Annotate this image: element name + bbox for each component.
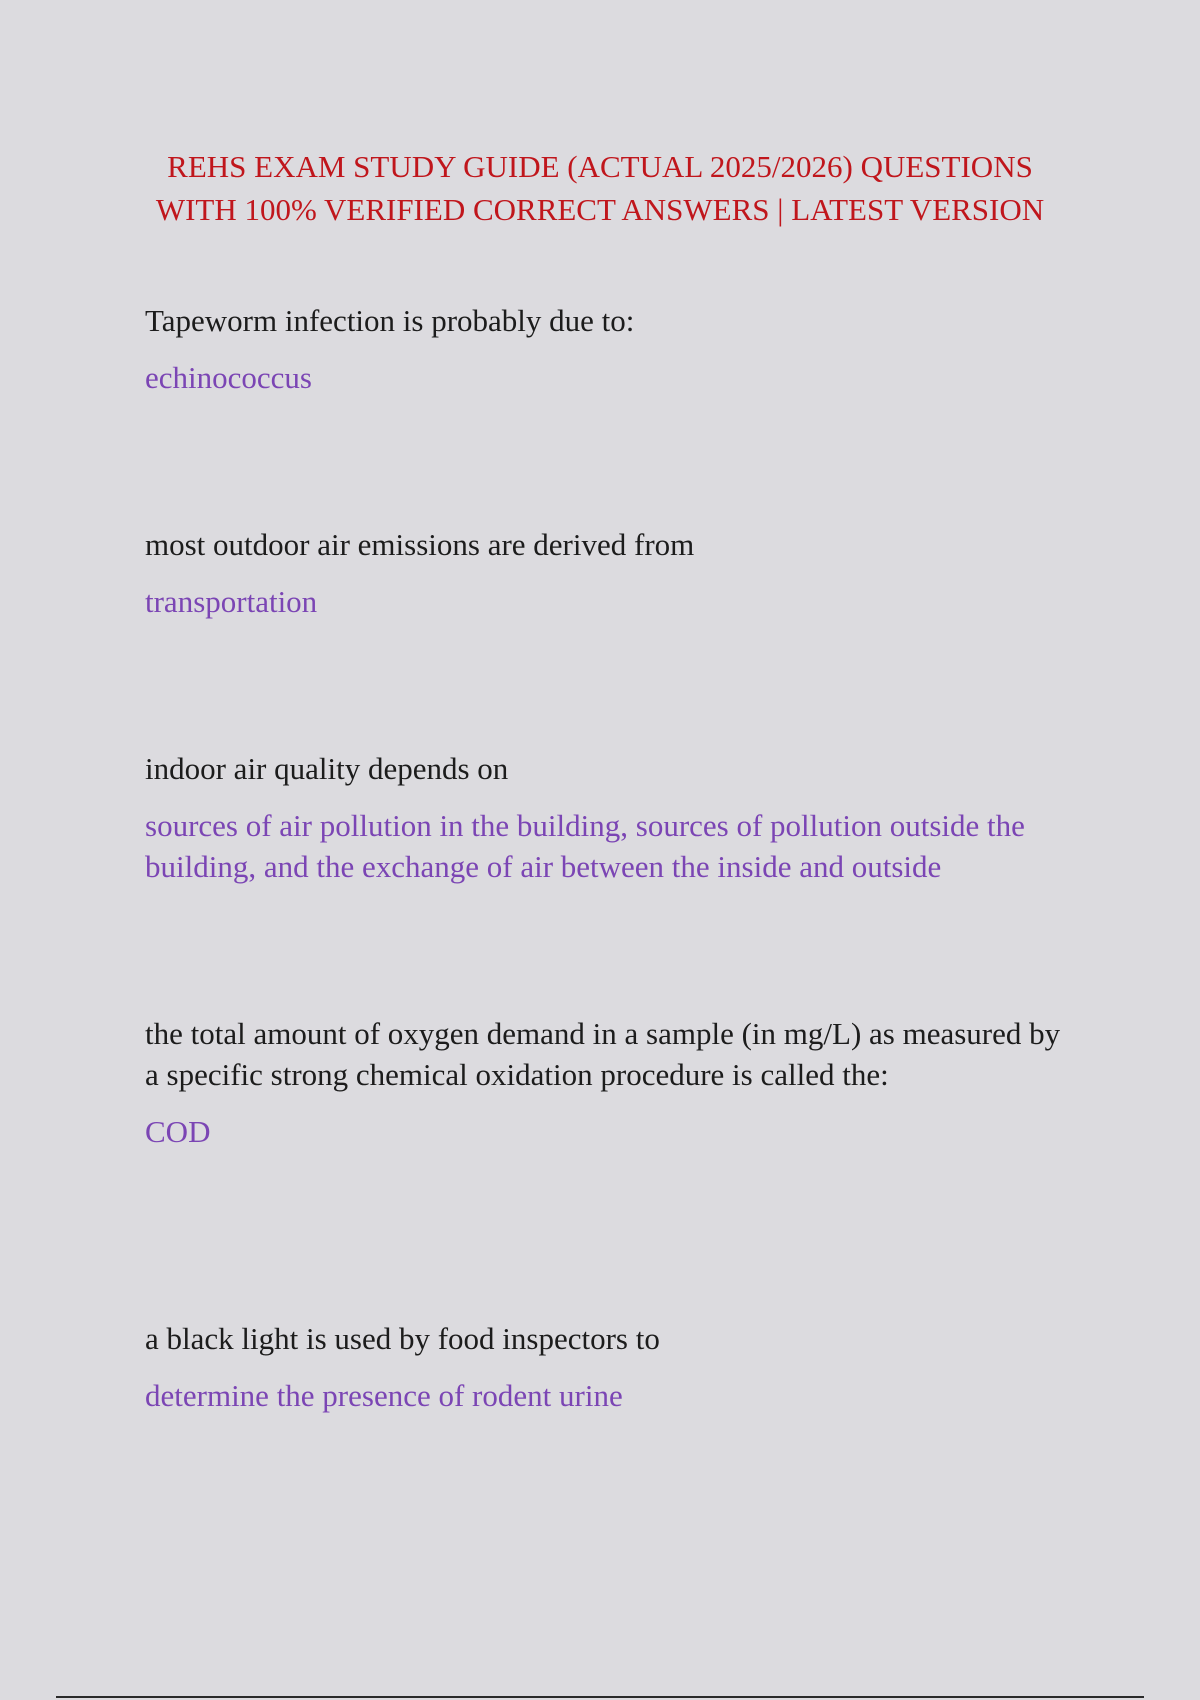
qa-item-2 xyxy=(145,524,1065,622)
answer-text: transportation xyxy=(145,584,318,619)
answer-text: COD xyxy=(145,1114,211,1149)
footer-divider xyxy=(56,1696,1144,1698)
document-title-line-1: REHS EXAM STUDY GUIDE (ACTUAL 2025/2026) QUESTIONS xyxy=(167,149,1033,184)
answer-text: determine the presence of rodent urine xyxy=(145,1378,623,1413)
question-text: Tapeworm infection is probably due to: xyxy=(145,303,635,338)
qa-item-3 xyxy=(145,748,1065,887)
qa-item-5 xyxy=(145,1318,1065,1416)
answer-text: echinococcus xyxy=(145,360,312,395)
document-title xyxy=(100,145,1100,231)
question-text: indoor air quality depends on xyxy=(145,751,509,786)
document-title-line-2: WITH 100% VERIFIED CORRECT ANSWERS | LATEST VERSION xyxy=(155,192,1045,227)
question-text: most outdoor air emissions are derived from xyxy=(145,527,695,562)
question-text: the total amount of oxygen demand in a sample (in mg/L) as measured by a specific strong chemical oxidation procedure is called the: xyxy=(145,1016,1061,1092)
qa-item-1 xyxy=(145,300,1065,398)
qa-item-4 xyxy=(145,1013,1065,1152)
question-text: a black light is used by food inspectors to xyxy=(145,1321,660,1356)
answer-text: sources of air pollution in the building, sources of pollution outside the building, and the exchange of air between the inside and outside xyxy=(145,808,1025,884)
